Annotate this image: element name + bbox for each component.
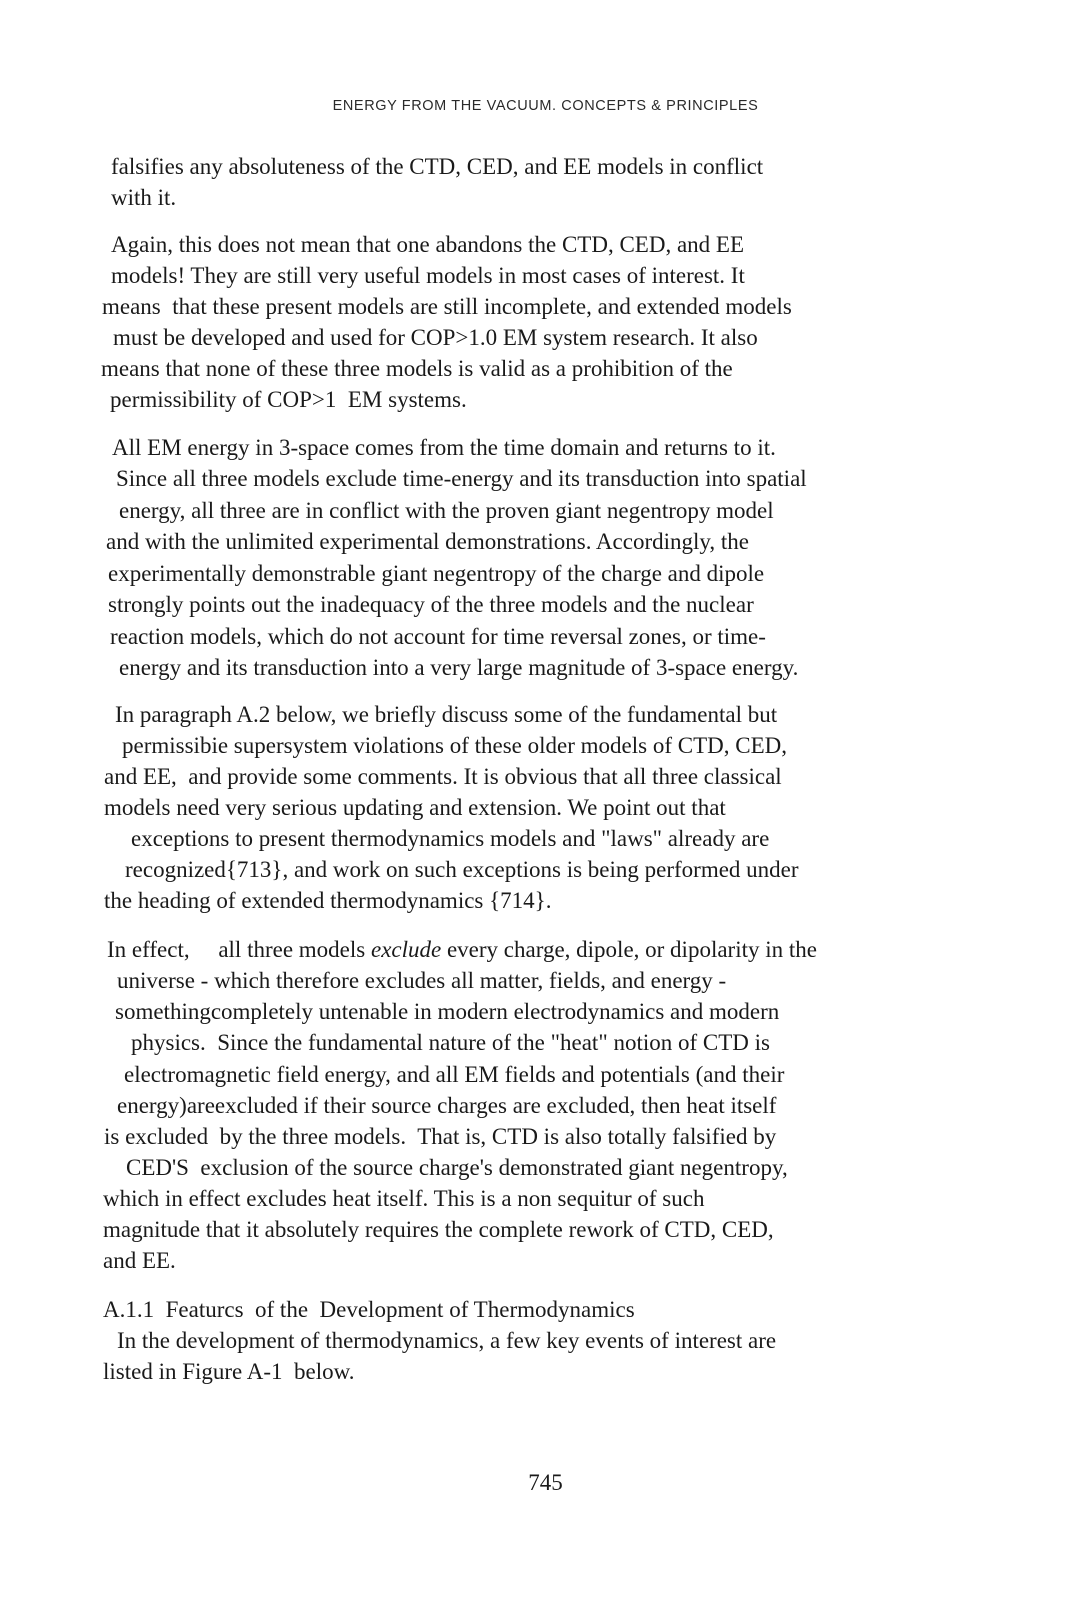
text-line: In paragraph A.2 below, we briefly discuss some of the fundamental but <box>115 702 778 727</box>
section-heading: A.1.1 Featurcs of the Development of Thermodynamics <box>103 1297 635 1322</box>
text-line: with it. <box>111 185 177 210</box>
text-line: means that these present models are still incomplete, and extended models <box>102 294 792 319</box>
text-line: reaction models, which do not account for time reversal zones, or time- <box>110 624 766 649</box>
text-line: energy, all three are in conflict with the proven giant negentropy model <box>119 498 774 523</box>
text-line: listed in Figure A-1 below. <box>103 1359 355 1384</box>
text-line: energy and its transduction into a very large magnitude of 3-space energy. <box>119 655 799 680</box>
text-line: CED'S exclusion of the source charge's demonstrated giant negentropy, <box>126 1155 788 1180</box>
text-line <box>107 936 817 964</box>
text-line: All EM energy in 3-space comes from the time domain and returns to it. <box>112 435 776 460</box>
text-line: experimentally demonstrable giant negentropy of the charge and dipole <box>108 561 765 586</box>
text-line: exceptions to present thermodynamics models and "laws" already are <box>131 826 770 851</box>
text-line: electromagnetic field energy, and all EM fields and potentials (and their <box>124 1062 785 1087</box>
text-run: In effect, all three models <box>107 937 371 962</box>
text-line: permissibility of COP>1 EM systems. <box>110 387 467 412</box>
text-line: universe - which therefore excludes all matter, fields, and energy - <box>117 968 727 993</box>
running-header: ENERGY FROM THE VACUUM. CONCEPTS & PRINCIPLES <box>332 98 759 114</box>
text-line: falsifies any absoluteness of the CTD, CED, and EE models in conflict <box>111 154 764 179</box>
text-line: the heading of extended thermodynamics {714}. <box>104 888 552 913</box>
text-line: which in effect excludes heat itself. This is a non sequitur of such <box>103 1186 705 1211</box>
text-line: means that none of these three models is valid as a prohibition of the <box>101 356 733 381</box>
page-number: 745 <box>528 1470 563 1495</box>
text-run: every charge, dipole, or dipolarity in the <box>441 937 817 962</box>
text-line: physics. Since the fundamental nature of the "heat" notion of CTD is <box>131 1030 770 1055</box>
text-line: must be developed and used for COP>1.0 EM system research. It also <box>113 325 758 350</box>
emphasized-word: exclude <box>370 937 442 962</box>
text-line: models need very serious updating and extension. We point out that <box>104 795 726 820</box>
text-line: permissibie supersystem violations of these older models of CTD, CED, <box>122 733 787 758</box>
text-line: and EE. <box>103 1248 176 1273</box>
text-line: strongly points out the inadequacy of the three models and the nuclear <box>108 592 754 617</box>
text-line: energy)areexcluded if their source charges are excluded, then heat itself <box>117 1093 777 1118</box>
text-line: and with the unlimited experimental demonstrations. Accordingly, the <box>106 529 750 554</box>
text-line: Again, this does not mean that one abandons the CTD, CED, and EE <box>111 232 745 257</box>
text-line: and EE, and provide some comments. It is obvious that all three classical <box>104 764 782 789</box>
text-line: is excluded by the three models. That is, CTD is also totally falsified by <box>104 1124 777 1149</box>
text-line: magnitude that it absolutely requires the complete rework of CTD, CED, <box>103 1217 774 1242</box>
text-line: recognized{713}, and work on such exceptions is being performed under <box>125 857 799 882</box>
text-line: somethingcompletely untenable in modern electrodynamics and modern <box>115 999 780 1024</box>
text-line: models! They are still very useful models in most cases of interest. It <box>111 263 745 288</box>
text-line: Since all three models exclude time-energy and its transduction into spatial <box>116 466 807 491</box>
text-line: In the development of thermodynamics, a few key events of interest are <box>117 1328 777 1353</box>
